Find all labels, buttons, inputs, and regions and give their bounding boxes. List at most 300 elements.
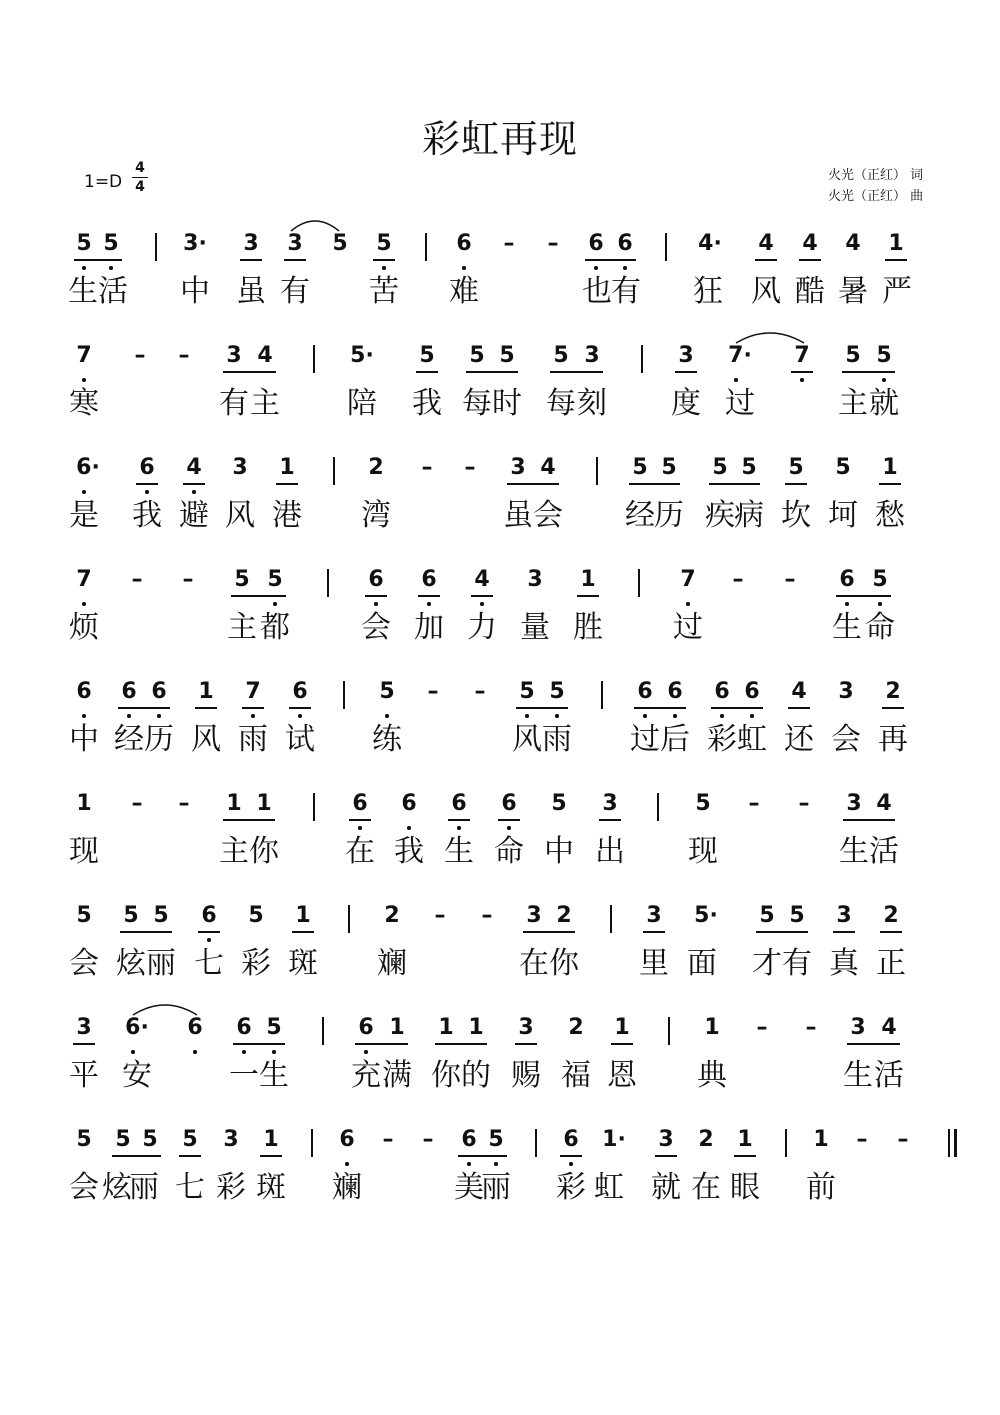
dash-extension: – (427, 679, 439, 704)
score-line (0, 1127, 1000, 1227)
beam-underline (734, 1155, 756, 1157)
key-signature: 1=D (84, 172, 123, 192)
lyric-char: 虽 (503, 498, 533, 533)
note: 5 (835, 455, 851, 480)
time-signature (132, 160, 148, 195)
score-line (0, 791, 1000, 891)
beam-underline (242, 707, 264, 709)
lyric-char: 加 (414, 610, 444, 645)
lyric-char: 避 (179, 498, 209, 533)
note: 6 (236, 1015, 252, 1040)
dash-extension: – (474, 679, 486, 704)
beam-underline (885, 259, 907, 261)
lyric-char: 恩 (607, 1058, 637, 1093)
low-octave-dot (882, 378, 886, 382)
composer-credit (828, 185, 923, 204)
note: 4 (791, 679, 807, 704)
lyric-char: 过 (630, 722, 660, 757)
lyric-char: 彩 (241, 946, 271, 981)
lyric-char: 安 (122, 1058, 152, 1093)
note: 1 (295, 903, 311, 928)
dash-extension: – (182, 567, 194, 592)
note: 3 (243, 231, 259, 256)
lyric-char: 生 (843, 1058, 873, 1093)
tie-arc (290, 213, 340, 233)
lyric-char: 胜 (573, 610, 603, 645)
bar-line (313, 345, 315, 373)
lyric-char: 你 (249, 834, 279, 869)
dash-extension: – (756, 1015, 768, 1040)
lyric-char: 风 (191, 722, 221, 757)
lyric-char: 会 (69, 946, 99, 981)
beam-underline (183, 483, 205, 485)
lyric-char: 充 (351, 1058, 381, 1093)
note: 5 (759, 903, 775, 928)
dash-extension: – (422, 1127, 434, 1152)
note: 3 (836, 903, 852, 928)
bar-line (641, 345, 643, 373)
note: 1 (468, 1015, 484, 1040)
beam-underline (260, 1155, 282, 1157)
note: 1 (198, 679, 214, 704)
time-signature-line (132, 177, 148, 178)
note: 5 (182, 1127, 198, 1152)
beam-underline (516, 707, 568, 709)
lyric-char: 斓 (332, 1170, 362, 1205)
note: 5 (488, 1127, 504, 1152)
note: 5 (632, 455, 648, 480)
lyric-char: 练 (372, 722, 402, 757)
lyric-char: 的 (461, 1058, 491, 1093)
bar-line (668, 1017, 670, 1045)
lyric-char: 斑 (288, 946, 318, 981)
beam-underline (373, 259, 395, 261)
lyric-char: 时 (492, 386, 522, 421)
note: 3 (527, 567, 543, 592)
lyric-char: 真 (829, 946, 859, 981)
note: 6 (352, 791, 368, 816)
note: 5 (76, 903, 92, 928)
low-octave-dot (467, 1162, 471, 1166)
lyric-char: 虹 (737, 722, 767, 757)
lyric-char: 现 (69, 834, 99, 869)
bar-line (638, 569, 640, 597)
note: 6· (76, 455, 100, 480)
beam-underline (523, 931, 575, 933)
lyric-char: 都 (260, 610, 290, 645)
lyric-char: 里 (639, 946, 669, 981)
lyric-char: 斓 (377, 946, 407, 981)
beam-underline (74, 259, 122, 261)
bar-line (601, 681, 603, 709)
note: 5· (694, 903, 718, 928)
note: 6 (292, 679, 308, 704)
note: 1 (888, 231, 904, 256)
note: 5 (788, 455, 804, 480)
dash-extension: – (134, 343, 146, 368)
note: 6 (456, 231, 472, 256)
lyric-char: 虽 (236, 274, 266, 309)
note: 4 (845, 231, 861, 256)
beam-underline (799, 259, 821, 261)
lyric-char: 彩 (216, 1170, 246, 1205)
note: 5· (350, 343, 374, 368)
lyric-char: 生 (444, 834, 474, 869)
note: 3 (846, 791, 862, 816)
bar-line (327, 569, 329, 597)
bar-line (665, 233, 667, 261)
lyric-char: 生 (839, 834, 869, 869)
note: 4 (802, 231, 818, 256)
lyric-char: 主 (227, 610, 257, 645)
beam-underline (292, 931, 314, 933)
beam-underline (240, 259, 262, 261)
note: 7 (794, 343, 810, 368)
score-line (0, 679, 1000, 779)
lyric-char: 美 (454, 1170, 484, 1205)
lyric-char: 才 (752, 946, 782, 981)
beam-underline (880, 931, 902, 933)
lyric-char: 丽 (129, 1170, 159, 1205)
tie-arc (735, 325, 805, 345)
low-octave-dot (750, 714, 754, 718)
beam-underline (136, 483, 158, 485)
note: 6 (151, 679, 167, 704)
low-octave-dot (272, 1050, 276, 1054)
beam-underline (655, 1155, 677, 1157)
note: 4 (540, 455, 556, 480)
beam-underline (842, 371, 895, 373)
lyric-char: 命 (865, 610, 895, 645)
note: 5 (267, 567, 283, 592)
note: 6 (461, 1127, 477, 1152)
beam-underline (599, 819, 621, 821)
low-octave-dot (345, 1162, 349, 1166)
note: 3 (518, 1015, 534, 1040)
lyric-char: 是 (69, 498, 99, 533)
note: 5 (549, 679, 565, 704)
note: 2 (568, 1015, 584, 1040)
beam-underline (785, 483, 807, 485)
note: 7 (76, 567, 92, 592)
lyric-char: 狂 (693, 274, 723, 309)
dash-extension: – (464, 455, 476, 480)
dash-extension: – (382, 1127, 394, 1152)
beam-underline (448, 819, 470, 821)
beam-underline (515, 1043, 537, 1045)
low-octave-dot (207, 938, 211, 942)
note: 1 (813, 1127, 829, 1152)
dash-extension: – (897, 1127, 909, 1152)
final-bar-thin (948, 1129, 950, 1157)
low-octave-dot (358, 826, 362, 830)
low-octave-dot (594, 266, 598, 270)
score-line (0, 1015, 1000, 1115)
lyricist-credit (828, 164, 923, 183)
dash-extension: – (434, 903, 446, 928)
lyric-char: 会 (69, 1170, 99, 1205)
lyric-char: 七 (194, 946, 224, 981)
note: 4 (758, 231, 774, 256)
beam-underline (223, 371, 276, 373)
lyric-char: 有 (219, 386, 249, 421)
lyric-char: 愁 (875, 498, 905, 533)
note: 5 (376, 231, 392, 256)
note: 7 (680, 567, 696, 592)
beam-underline (276, 483, 298, 485)
note: 5 (741, 455, 757, 480)
note: 5 (266, 1015, 282, 1040)
dash-extension: – (547, 231, 559, 256)
lyric-char: 港 (272, 498, 302, 533)
note: 1 (614, 1015, 630, 1040)
low-octave-dot (82, 378, 86, 382)
low-octave-dot (193, 1050, 197, 1054)
lyric-char: 中 (69, 722, 99, 757)
low-octave-dot (800, 378, 804, 382)
note: 2 (885, 679, 901, 704)
final-bar-thick (954, 1129, 957, 1157)
note: 3 (526, 903, 542, 928)
lyric-char: 还 (784, 722, 814, 757)
note: 3 (226, 343, 242, 368)
low-octave-dot (673, 714, 677, 718)
note: 4· (698, 231, 722, 256)
beam-underline (836, 595, 891, 597)
note: 3 (850, 1015, 866, 1040)
lyric-char: 也 (582, 274, 612, 309)
lyric-char: 试 (285, 722, 315, 757)
lyric-char: 刻 (577, 386, 607, 421)
lyric-char: 出 (595, 834, 625, 869)
note: 2 (384, 903, 400, 928)
lyric-char: 丽 (146, 946, 176, 981)
note: 4 (257, 343, 273, 368)
lyric-char: 面 (687, 946, 717, 981)
lyric-char: 你 (549, 946, 579, 981)
note: 3 (646, 903, 662, 928)
note: 5 (872, 567, 888, 592)
beam-underline (629, 483, 680, 485)
beam-underline (643, 931, 665, 933)
bar-line (610, 905, 612, 933)
beam-underline (833, 931, 855, 933)
note: 3 (584, 343, 600, 368)
lyric-char: 病 (734, 498, 764, 533)
lyric-char: 每 (546, 386, 576, 421)
beam-underline (198, 931, 220, 933)
lyric-char: 现 (688, 834, 718, 869)
dash-extension: – (798, 791, 810, 816)
score-line (0, 343, 1000, 443)
note: 6 (358, 1015, 374, 1040)
note: 6 (744, 679, 760, 704)
beam-underline (435, 1043, 487, 1045)
beam-underline (498, 819, 520, 821)
note: 1 (580, 567, 596, 592)
beam-underline (466, 371, 518, 373)
low-octave-dot (427, 602, 431, 606)
lyric-char: 命 (494, 834, 524, 869)
beam-underline (879, 483, 901, 485)
lyric-char: 我 (412, 386, 442, 421)
score-line (0, 231, 1000, 331)
low-octave-dot (457, 826, 461, 830)
beam-underline (756, 931, 808, 933)
note: 1 (389, 1015, 405, 1040)
note: 5 (115, 1127, 131, 1152)
note: 3 (838, 679, 854, 704)
lyric-char: 经 (114, 722, 144, 757)
note: 4 (474, 567, 490, 592)
lyric-char: 平 (69, 1058, 99, 1093)
beam-underline (223, 819, 275, 821)
bar-line (313, 793, 315, 821)
low-octave-dot (109, 266, 113, 270)
beam-underline (577, 595, 599, 597)
note: 3 (678, 343, 694, 368)
note: 1· (602, 1127, 626, 1152)
time-signature-top: 4 (135, 160, 145, 176)
lyric-char: 暑 (838, 274, 868, 309)
lyric-char: 活 (874, 1058, 904, 1093)
lyric-char: 生 (259, 1058, 289, 1093)
note: 6 (401, 791, 417, 816)
low-octave-dot (364, 1050, 368, 1054)
note: 6 (451, 791, 467, 816)
lyric-char: 彩 (556, 1170, 586, 1205)
lyric-char: 一 (229, 1058, 259, 1093)
note: 5 (499, 343, 515, 368)
lyric-char: 前 (806, 1170, 836, 1205)
note: 1 (882, 455, 898, 480)
beam-underline (118, 707, 170, 709)
lyric-char: 我 (132, 498, 162, 533)
lyric-char: 活 (98, 274, 128, 309)
note: 5 (876, 343, 892, 368)
note: 4 (876, 791, 892, 816)
lyricist-name: 火光（正红） (828, 168, 907, 183)
low-octave-dot (525, 714, 529, 718)
beam-underline (611, 1043, 633, 1045)
note: 5 (519, 679, 535, 704)
lyric-char: 风 (225, 498, 255, 533)
note: 5 (469, 343, 485, 368)
note: 5 (142, 1127, 158, 1152)
lyric-char: 七 (175, 1170, 205, 1205)
note: 1 (704, 1015, 720, 1040)
note: 6 (588, 231, 604, 256)
lyric-char: 度 (671, 386, 701, 421)
lyric-char: 陪 (347, 386, 377, 421)
lyric-char: 主 (838, 386, 868, 421)
beam-underline (231, 595, 286, 597)
beam-underline (711, 707, 763, 709)
low-octave-dot (374, 602, 378, 606)
note: 3 (510, 455, 526, 480)
low-octave-dot (734, 378, 738, 382)
beam-underline (233, 1043, 285, 1045)
lyric-char: 丽 (481, 1170, 511, 1205)
tie-arc (132, 997, 198, 1017)
note: 6 (339, 1127, 355, 1152)
note: 3 (658, 1127, 674, 1152)
lyric-char: 在 (345, 834, 375, 869)
lyric-char: 严 (882, 274, 912, 309)
low-octave-dot (382, 266, 386, 270)
lyric-char: 后 (660, 722, 690, 757)
low-octave-dot (251, 714, 255, 718)
beam-underline (289, 707, 311, 709)
beam-underline (458, 1155, 507, 1157)
dash-extension: – (856, 1127, 868, 1152)
low-octave-dot (569, 1162, 573, 1166)
lyric-char: 历 (654, 498, 684, 533)
bar-line (785, 1129, 787, 1157)
note: 2 (883, 903, 899, 928)
lyric-char: 就 (869, 386, 899, 421)
note: 7 (245, 679, 261, 704)
note: 5 (248, 903, 264, 928)
dash-extension: – (784, 567, 796, 592)
note: 5 (76, 231, 92, 256)
note: 3 (76, 1015, 92, 1040)
lyric-char: 坷 (828, 498, 858, 533)
low-octave-dot (157, 714, 161, 718)
low-octave-dot (82, 266, 86, 270)
lyric-char: 就 (651, 1170, 681, 1205)
dash-extension: – (421, 455, 433, 480)
beam-underline (709, 483, 760, 485)
note: 6 (714, 679, 730, 704)
lyric-char: 寒 (69, 386, 99, 421)
note: 5 (845, 343, 861, 368)
bar-line (596, 457, 598, 485)
note: 3 (232, 455, 248, 480)
beam-underline (882, 707, 904, 709)
lyric-char: 会 (533, 498, 563, 533)
beam-underline (471, 595, 493, 597)
note: 5 (551, 791, 567, 816)
dash-extension: – (178, 343, 190, 368)
lyric-char: 湾 (361, 498, 391, 533)
lyric-char: 在 (519, 946, 549, 981)
lyricist-role: 词 (910, 168, 924, 183)
low-octave-dot (385, 714, 389, 718)
note: 6 (187, 1015, 203, 1040)
lyric-char: 炫 (102, 1170, 132, 1205)
lyric-char: 疾 (705, 498, 735, 533)
lyric-char: 生 (68, 274, 98, 309)
beam-underline (284, 259, 306, 261)
note: 1 (263, 1127, 279, 1152)
note: 5 (712, 455, 728, 480)
time-signature-bottom: 4 (135, 179, 145, 195)
note: 6 (139, 455, 155, 480)
low-octave-dot (131, 1050, 135, 1054)
lyric-char: 主 (250, 386, 280, 421)
beam-underline (560, 1155, 582, 1157)
lyric-char: 福 (561, 1058, 591, 1093)
dash-extension: – (178, 791, 190, 816)
note: 1 (737, 1127, 753, 1152)
beam-underline (120, 931, 172, 933)
beam-underline (355, 1043, 408, 1045)
lyric-char: 活 (869, 834, 899, 869)
note: 4 (186, 455, 202, 480)
note: 1 (279, 455, 295, 480)
note: 6 (637, 679, 653, 704)
